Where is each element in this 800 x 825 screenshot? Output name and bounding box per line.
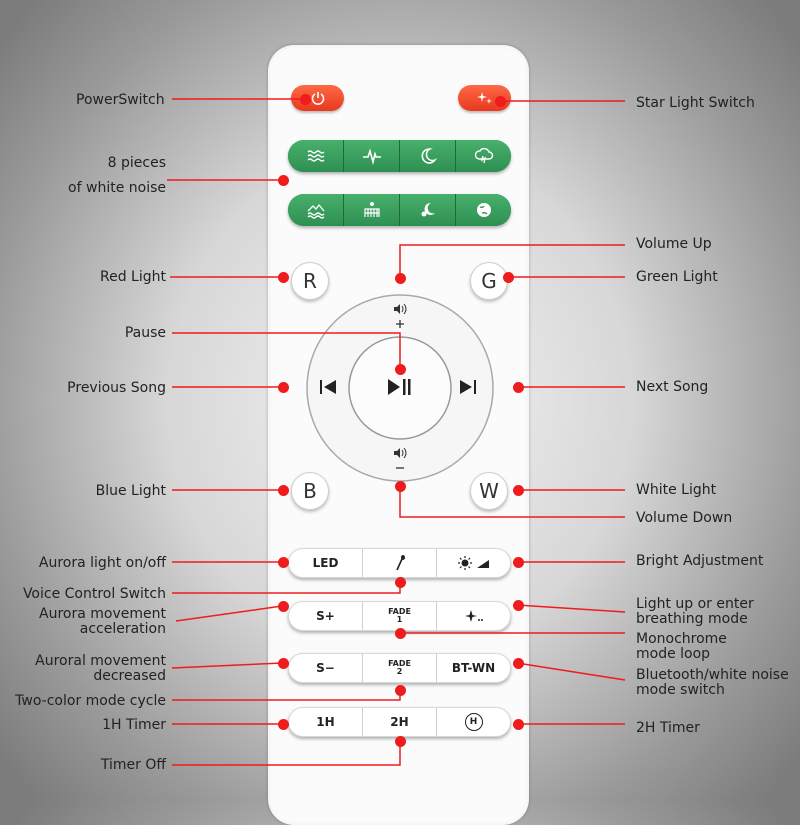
label-aurora-decr-1: Auroral movement	[35, 653, 166, 669]
white-light-letter: W	[479, 479, 499, 503]
label-blue-light: Blue Light	[95, 483, 166, 499]
label-aurora-light: Aurora light on/off	[38, 555, 166, 571]
blue-light-letter: B	[303, 479, 317, 503]
callout-dot-power	[300, 94, 311, 105]
label-timer-1h: 1H Timer	[102, 717, 166, 733]
callout-dot-breathing	[513, 600, 524, 611]
label-aurora-decr-2: decreased	[93, 668, 166, 684]
callout-dot-1h	[278, 719, 289, 730]
label-timer-off: Timer Off	[100, 757, 166, 773]
callout-dot-fade2	[395, 685, 406, 696]
label-next-song: Next Song	[636, 379, 709, 395]
callout-dot-star	[495, 96, 506, 107]
fade1-label: FADE	[388, 607, 411, 616]
label-timer-2h: 2H Timer	[636, 720, 700, 736]
label-pause: Pause	[124, 325, 166, 341]
callout-dot-speed-down	[278, 658, 289, 669]
bt-wn-label: BT-WN	[451, 661, 496, 675]
fade2-number: 2	[396, 667, 403, 676]
label-volume-down: Volume Down	[636, 510, 733, 526]
led-label: LED	[312, 556, 339, 570]
callout-dot-blue	[278, 485, 289, 496]
label-breathing-1: Light up or enter	[636, 596, 754, 612]
callout-dot-pause	[395, 364, 406, 375]
label-green-light: Green Light	[636, 269, 718, 285]
label-previous-song: Previous Song	[67, 380, 166, 396]
label-red-light: Red Light	[100, 269, 166, 285]
callout-dot-noise	[278, 175, 289, 186]
label-breathing-2: breathing mode	[636, 611, 748, 627]
callout-dot-bt	[513, 658, 524, 669]
label-volume-up: Volume Up	[636, 236, 712, 252]
speed-down-label: S−	[316, 661, 335, 675]
callout-dot-brightness	[513, 557, 524, 568]
timer-1h-label: 1H	[316, 715, 335, 729]
callout-dot-voice	[395, 577, 406, 588]
fade2-label: FADE	[388, 659, 411, 668]
timer-off-icon: H	[465, 713, 483, 731]
label-mono-2: mode loop	[636, 646, 711, 662]
callout-dot-red	[278, 272, 289, 283]
callout-dot-2h	[513, 719, 524, 730]
label-star-light: Star Light Switch	[636, 95, 755, 111]
label-white-light: White Light	[636, 482, 717, 498]
callout-dot-green	[503, 272, 514, 283]
callout-dot-led	[278, 557, 289, 568]
fade1-number: 1	[396, 615, 403, 624]
label-white-noise-2: of white noise	[68, 180, 166, 196]
label-power-switch: PowerSwitch	[76, 92, 165, 108]
callout-dot-previous	[278, 382, 289, 393]
callout-dot-volume-up	[395, 273, 406, 284]
callout-dot-off	[395, 736, 406, 747]
label-white-noise-1: 8 pieces	[107, 155, 166, 171]
speed-up-label: S+	[316, 609, 335, 623]
callout-dot-speed-up	[278, 601, 289, 612]
callout-dot-volume-down	[395, 481, 406, 492]
label-bt-1: Bluetooth/white noise	[636, 667, 789, 683]
timer-2h-label: 2H	[390, 715, 409, 729]
label-voice-control: Voice Control Switch	[22, 586, 166, 602]
label-bright-adjust: Bright Adjustment	[636, 553, 764, 569]
label-mono-1: Monochrome	[636, 631, 727, 647]
label-aurora-accel-2: acceleration	[79, 621, 166, 637]
label-bt-2: mode switch	[636, 682, 725, 698]
callout-dot-next	[513, 382, 524, 393]
label-aurora-accel-1: Aurora movement	[39, 606, 166, 622]
label-two-color: Two-color mode cycle	[15, 693, 166, 709]
callout-dot-white	[513, 485, 524, 496]
green-light-letter: G	[481, 269, 497, 293]
callout-dot-fade1	[395, 628, 406, 639]
red-light-letter: R	[303, 269, 317, 293]
